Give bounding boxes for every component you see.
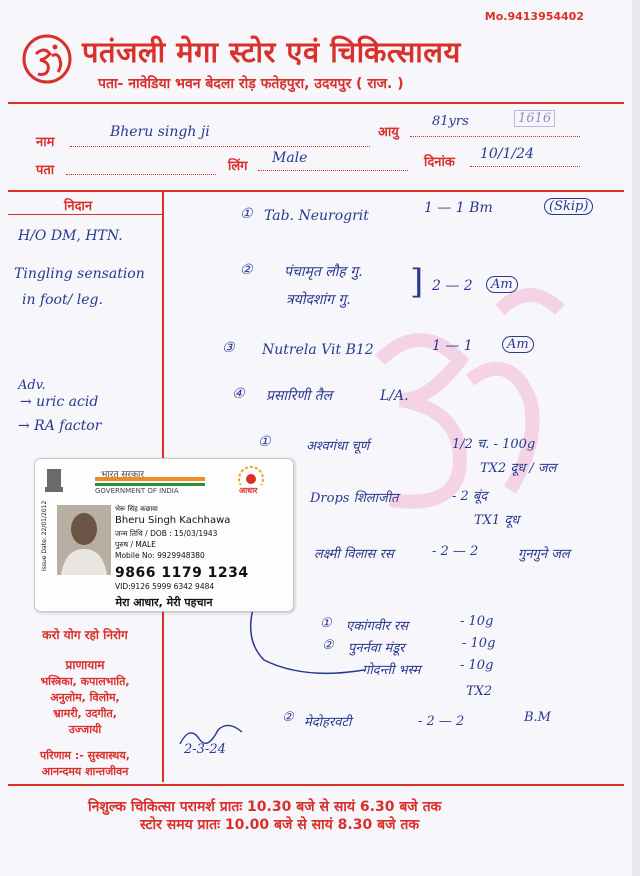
diagnosis-line: in foot/ leg. [22, 292, 103, 308]
clinic-address: पता- नावेडिया भवन बेदला रोड़ फतेहपुरा, उदयपुर ( राज. ) [98, 76, 404, 92]
rx-dose: - 2 बूंद [452, 489, 488, 504]
rx-note: (Skip) [544, 198, 593, 215]
aadhaar-logo-icon [231, 463, 281, 497]
gov-english: GOVERNMENT OF INDIA [95, 487, 179, 495]
rx-dose: TX2 [466, 684, 493, 699]
rx-item: अश्वगंधा चूर्ण [306, 439, 370, 454]
rx-number: ② [240, 262, 253, 278]
rx-item: पुनर्नवा मंडूर [348, 641, 405, 656]
consultation-timing: निशुल्क चिकित्सा परामर्श प्रातः 10.30 बजे से सायं 6.30 बजे तक [88, 799, 442, 815]
rx-item: एकांगवीर रस [346, 619, 409, 634]
clinic-mobile: Mo.9413954402 [484, 10, 584, 23]
rx-note: Am [486, 276, 518, 293]
rx-item: गोदन्ती भस्म [362, 663, 421, 678]
rx-item: त्रयोदशांग गु. [286, 292, 351, 308]
signature-date: 2-3-24 [184, 742, 226, 757]
rx-bracket: ] [410, 262, 424, 302]
rx-item: पंचामृत लौह गु. [284, 264, 363, 280]
age-label: आयु [378, 125, 399, 140]
yoga-line: भस्त्रिका, कपालभाति, [40, 675, 130, 688]
rx-note: B.M [524, 710, 551, 725]
rx-item: लक्ष्मी विलास रस [314, 547, 394, 562]
yoga-heading: करो योग रहो निरोग [42, 628, 128, 642]
rx-dose: 1 — 1 [432, 338, 473, 354]
advice-line: → uric acid [20, 394, 99, 410]
rx-note: TX2 दूध / जल [480, 461, 557, 476]
yoga-line: उज्जायी [68, 723, 102, 736]
card-gender: पुरुष / MALE [115, 540, 156, 549]
patient-age: 81yrs [432, 114, 469, 129]
om-logo-icon [22, 34, 72, 84]
rx-number: ① [320, 616, 332, 631]
diagnosis-line: H/O DM, HTN. [18, 228, 123, 244]
fields-divider [8, 190, 624, 192]
header-divider [8, 102, 624, 104]
advice-line: → RA factor [18, 418, 102, 434]
rx-dose: L/A. [380, 388, 409, 404]
aadhaar-logo-text: आधार [239, 486, 258, 495]
date-line [470, 166, 580, 167]
rx-dose: - 10g [462, 636, 496, 651]
rx-dose: 1/2 च. - 100g [452, 437, 536, 452]
yoga-result: परिणाम :- सुस्वास्थय, [40, 749, 130, 762]
rx-item: Nutrela Vit B12 [262, 342, 374, 358]
address-line [66, 174, 216, 175]
yoga-result-line2: आनन्दमय शान्तजीवन [41, 765, 129, 778]
footer-divider [8, 784, 624, 786]
advice-label: Adv. [18, 378, 46, 393]
store-timing: स्टोर समय प्रातः 10.00 बजे से सायं 8.30 बजे तक [140, 817, 420, 833]
rx-number: ④ [232, 386, 245, 402]
card-dob: जन्म तिथि / DOB : 15/03/1943 [115, 529, 218, 538]
rx-note: गुनगुने जल [518, 547, 570, 562]
rx-item: प्रसारिणी तैल [266, 388, 333, 404]
card-vid: VID:9126 5999 6342 9484 [115, 582, 215, 591]
card-issue-date: Issue Date: 22/01/2012 [41, 500, 48, 571]
name-label: नाम [36, 135, 55, 150]
visit-date: 10/1/24 [480, 146, 534, 162]
card-tagline: मेरा आधार, मेरी पहचान [115, 596, 213, 609]
yoga-line: अनुलोम, विलोम, [50, 691, 120, 704]
rx-number: ① [258, 434, 271, 450]
patient-name: Bheru singh ji [110, 124, 210, 140]
rx-dose: - 10g [460, 614, 494, 629]
rx-dose: - 2 — 2 [432, 544, 479, 559]
age-stamp: 1616 [514, 110, 555, 127]
card-photo [57, 505, 111, 575]
rx-item: Tab. Neurogrit [264, 208, 369, 224]
name-line [70, 146, 370, 147]
gender-line [258, 170, 408, 171]
rx-dose: 2 — 2 [432, 278, 473, 294]
diagnosis-underline [8, 214, 163, 215]
pranayam-heading: प्राणायाम [65, 658, 105, 672]
clinic-title: पतंजली मेगा स्टोर एवं चिकित्सालय [82, 35, 461, 69]
yoga-line: भ्रामरी, उदगीत, [53, 707, 117, 720]
rx-note: TX1 दूध [474, 513, 520, 528]
gov-hindi: भारत सरकार [101, 470, 145, 480]
address-label: पता [36, 163, 55, 178]
rx-dose: - 10g [460, 658, 494, 673]
aadhaar-card [34, 458, 294, 612]
diagnosis-line: Tingling sensation [14, 266, 145, 282]
rx-note: Am [502, 336, 534, 353]
rx-number: ② [322, 638, 334, 653]
emblem-icon [43, 465, 65, 495]
rx-dose: - 2 — 2 [418, 714, 465, 729]
rx-dose: 1 — 1 Bm [424, 200, 493, 216]
date-label: दिनांक [424, 155, 455, 170]
gender-label: लिंग [228, 159, 248, 174]
signature-mark [176, 722, 246, 752]
rx-number: ③ [222, 340, 235, 356]
card-mobile: Mobile No: 9929948380 [115, 551, 205, 560]
age-line [410, 136, 580, 137]
card-name-english: Bheru Singh Kachhawa [115, 515, 231, 526]
card-name-hindi: भेरू सिंह कछावा [115, 505, 158, 513]
card-number: 9866 1179 1234 [115, 565, 249, 581]
patient-gender: Male [272, 150, 308, 166]
rx-number: ① [240, 206, 253, 222]
diagnosis-heading: निदान [64, 199, 93, 214]
rx-item: Drops शिलाजीत [310, 491, 399, 506]
rx-number: ② [282, 710, 294, 725]
rx-item: मेदोहरवटी [304, 715, 352, 730]
